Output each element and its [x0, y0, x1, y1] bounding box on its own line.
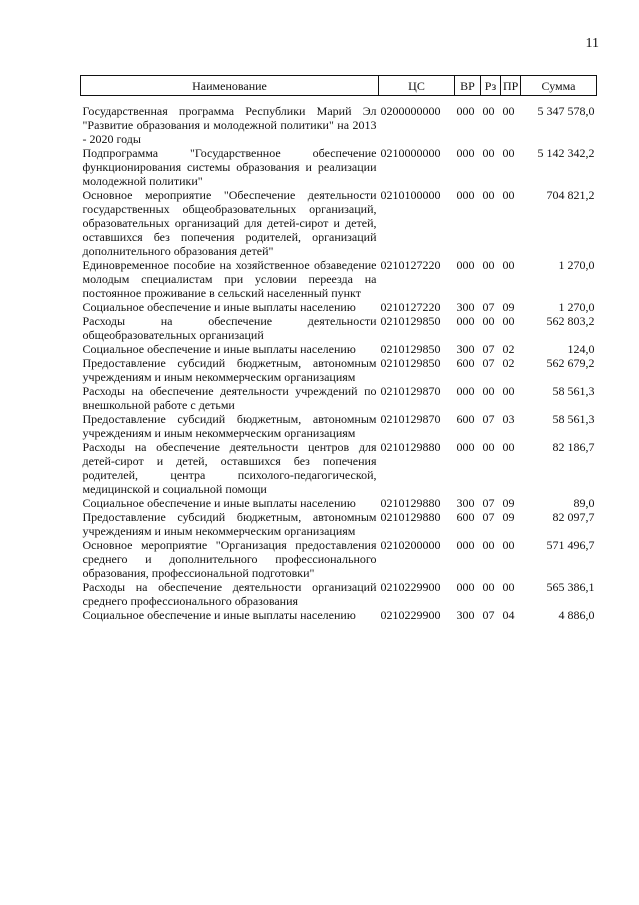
- header-name: Наименование: [81, 76, 379, 96]
- cell-pr: 09: [502, 300, 515, 314]
- cell-cs: 0210129850: [380, 314, 441, 328]
- cell-sum: 89,0: [573, 496, 595, 510]
- cell-cs: 0210129880: [380, 440, 441, 454]
- table-row: [81, 412, 597, 440]
- table-row: [81, 146, 597, 188]
- cell-vr: 000: [456, 146, 475, 160]
- cell-name: Основное мероприятие "Обеспечение деятельности государственных общеобразовательных организаций, образовательных организаций для детей-сирот и детей, оставшихся без попечения родителей, организаций дополнительного образования детей": [82, 188, 377, 258]
- cell-rz: 07: [482, 300, 495, 314]
- cell-pr: 03: [502, 412, 515, 426]
- cell-sum: 58 561,3: [552, 384, 595, 398]
- table-row: [81, 384, 597, 412]
- cell-sum: 704 821,2: [546, 188, 595, 202]
- cell-name: Расходы на обеспечение деятельности общеобразовательных организаций: [82, 314, 377, 342]
- cell-sum: 1 270,0: [558, 258, 595, 272]
- table-row: [81, 538, 597, 580]
- cell-vr: 600: [456, 510, 475, 524]
- cell-name: Основное мероприятие "Организация предоставления среднего и дополнительного профессионального образования, профессиональной подготовки": [82, 538, 377, 580]
- table-row: [81, 342, 597, 356]
- cell-name: Социальное обеспечение и иные выплаты населению: [82, 342, 356, 356]
- cell-vr: 600: [456, 356, 475, 370]
- cell-name: Подпрограмма "Государственное обеспечение функционирования системы образования и реализации молодежной политики": [82, 146, 377, 188]
- cell-cs: 0210200000: [380, 538, 441, 552]
- cell-rz: 00: [482, 580, 495, 594]
- cell-rz: 07: [482, 342, 495, 356]
- cell-cs: 0210129850: [380, 342, 441, 356]
- cell-sum: 82 186,7: [552, 440, 595, 454]
- cell-pr: 00: [502, 258, 515, 272]
- cell-rz: 00: [482, 314, 495, 328]
- header-pr: ПР: [501, 76, 521, 96]
- cell-pr: 00: [502, 538, 515, 552]
- cell-pr: 09: [502, 496, 515, 510]
- cell-sum: 562 803,2: [546, 314, 595, 328]
- cell-pr: 00: [502, 384, 515, 398]
- cell-vr: 000: [456, 104, 475, 118]
- table-row: [81, 496, 597, 510]
- cell-vr: 300: [456, 300, 475, 314]
- cell-vr: 000: [456, 188, 475, 202]
- cell-name: Предоставление субсидий бюджетным, автономным учреждениям и иным некоммерческим организациям: [82, 356, 377, 384]
- cell-vr: 000: [456, 538, 475, 552]
- cell-rz: 00: [482, 258, 495, 272]
- header-cs: ЦС: [379, 76, 455, 96]
- cell-vr: 600: [456, 412, 475, 426]
- cell-name: Расходы на обеспечение деятельности центров для детей-сирот и детей, оставшихся без попечения родителей, центра психолого-педагогической, медицинской и социальной помощи: [82, 440, 377, 496]
- cell-cs: 0210229900: [380, 608, 441, 622]
- cell-rz: 00: [482, 440, 495, 454]
- cell-sum: 1 270,0: [558, 300, 595, 314]
- table-row: [81, 258, 597, 300]
- cell-pr: 02: [502, 342, 515, 356]
- cell-vr: 000: [456, 258, 475, 272]
- cell-cs: 0210127220: [380, 300, 441, 314]
- budget-table: [80, 75, 597, 622]
- cell-cs: 0210000000: [380, 146, 441, 160]
- cell-vr: 000: [456, 440, 475, 454]
- cell-rz: 00: [482, 104, 495, 118]
- cell-pr: 04: [502, 608, 515, 622]
- cell-cs: 0210129870: [380, 412, 441, 426]
- cell-pr: 00: [502, 146, 515, 160]
- cell-rz: 07: [482, 608, 495, 622]
- cell-vr: 300: [456, 496, 475, 510]
- cell-name: Социальное обеспечение и иные выплаты населению: [82, 496, 356, 510]
- cell-cs: 0210129870: [380, 384, 441, 398]
- cell-name: Предоставление субсидий бюджетным, автономным учреждениям и иным некоммерческим организациям: [82, 510, 377, 538]
- cell-sum: 5 347 578,0: [537, 104, 595, 118]
- cell-name: Единовременное пособие на хозяйственное обзаведение молодым специалистам при условии переезда на постоянное проживание в сельский населенный пункт: [82, 258, 377, 300]
- cell-sum: 5 142 342,2: [537, 146, 595, 160]
- table-row: [81, 440, 597, 496]
- header-rz: Рз: [481, 76, 501, 96]
- cell-vr: 300: [456, 342, 475, 356]
- cell-sum: 562 679,2: [546, 356, 595, 370]
- cell-name: Предоставление субсидий бюджетным, автономным учреждениям и иным некоммерческим организациям: [82, 412, 377, 440]
- cell-rz: 07: [482, 510, 495, 524]
- cell-rz: 07: [482, 496, 495, 510]
- cell-rz: 00: [482, 384, 495, 398]
- header-row: [81, 76, 597, 96]
- cell-name: Социальное обеспечение и иные выплаты населению: [82, 608, 356, 622]
- cell-cs: 0200000000: [380, 104, 441, 118]
- table-row: [81, 188, 597, 258]
- table-row: [81, 314, 597, 342]
- cell-pr: 00: [502, 104, 515, 118]
- cell-sum: 565 386,1: [546, 580, 595, 594]
- cell-cs: 0210127220: [380, 258, 441, 272]
- cell-pr: 09: [502, 510, 515, 524]
- cell-sum: 82 097,7: [552, 510, 595, 524]
- cell-cs: 0210100000: [380, 188, 441, 202]
- cell-rz: 07: [482, 356, 495, 370]
- cell-vr: 300: [456, 608, 475, 622]
- cell-name: Социальное обеспечение и иные выплаты населению: [82, 300, 356, 314]
- table-row: [81, 580, 597, 608]
- page-number: 11: [585, 36, 599, 51]
- cell-rz: 00: [482, 146, 495, 160]
- table-row: [81, 300, 597, 314]
- cell-pr: 00: [502, 580, 515, 594]
- cell-pr: 00: [502, 314, 515, 328]
- cell-sum: 58 561,3: [552, 412, 595, 426]
- cell-pr: 00: [502, 188, 515, 202]
- table-row: [81, 96, 597, 147]
- cell-sum: 4 886,0: [558, 608, 595, 622]
- table-row: [81, 608, 597, 622]
- cell-pr: 02: [502, 356, 515, 370]
- table-row: [81, 356, 597, 384]
- cell-sum: 571 496,7: [546, 538, 595, 552]
- cell-vr: 000: [456, 384, 475, 398]
- cell-rz: 00: [482, 538, 495, 552]
- table-row: [81, 510, 597, 538]
- cell-sum: 124,0: [567, 342, 595, 356]
- table-header: [81, 76, 597, 96]
- table-body: [81, 96, 597, 623]
- cell-cs: 0210229900: [380, 580, 441, 594]
- cell-vr: 000: [456, 314, 475, 328]
- cell-cs: 0210129850: [380, 356, 441, 370]
- cell-vr: 000: [456, 580, 475, 594]
- cell-rz: 07: [482, 412, 495, 426]
- cell-cs: 0210129880: [380, 496, 441, 510]
- cell-name: Государственная программа Республики Марий Эл "Развитие образования и молодежной политики" на 2013 - 2020 годы: [82, 104, 377, 146]
- header-vr: ВР: [455, 76, 481, 96]
- cell-name: Расходы на обеспечение деятельности учреждений по внешкольной работе с детьми: [82, 384, 377, 412]
- cell-cs: 0210129880: [380, 510, 441, 524]
- header-sum: Сумма: [521, 76, 597, 96]
- cell-name: Расходы на обеспечение деятельности организаций среднего профессионального образования: [82, 580, 377, 608]
- cell-rz: 00: [482, 188, 495, 202]
- cell-pr: 00: [502, 440, 515, 454]
